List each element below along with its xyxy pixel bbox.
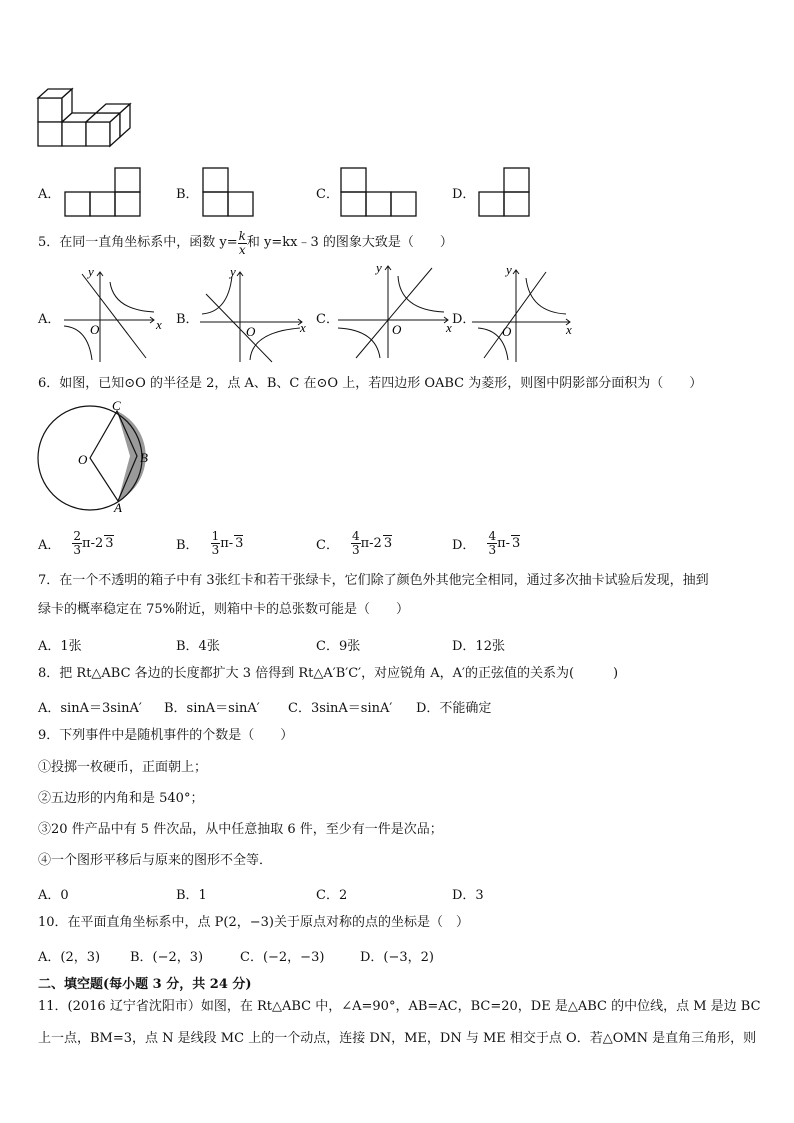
q6-option-b[interactable] [176,526,243,560]
q9-option-b[interactable]: B．1 [176,888,207,903]
q4-option-b[interactable]: B． [176,187,199,202]
q8-option-a[interactable]: A．sinA＝3sinA′ [38,701,142,716]
q6-option-d-letter: D． [452,537,476,553]
q6-option-b-mid: π- [220,535,234,551]
q5a-axis-x: x [156,317,162,332]
q5-option-d[interactable]: D． [452,312,476,327]
q4-option-a[interactable]: A． [38,187,61,202]
q7-line-2: 绿卡的概率稳定在 75%附近，则箱中卡的总张数可能是（ ） [38,602,410,617]
q6-label-c: C [112,398,121,413]
q6-option-a[interactable] [38,526,114,560]
q6-option-d-den: 3 [488,542,497,557]
q5-graph-d [470,264,580,364]
q10-option-c[interactable]: C．(−2，−3) [240,950,325,965]
q5-graph-b [198,266,308,366]
q5c-origin: O [392,322,402,337]
q6-option-a-num: 2 [73,528,82,543]
q6-option-b-den: 3 [211,542,220,557]
q5c-axis-x: x [446,320,452,335]
q4-view-c [340,166,420,218]
q5-option-b[interactable]: B． [176,312,199,327]
q6-option-a-letter: A． [38,537,61,553]
q5b-axis-y: y [230,264,236,279]
q4-view-a [64,166,144,218]
q6-option-d-frac [487,530,497,557]
q5d-axis-y: y [506,262,512,277]
q7-option-b[interactable]: B．4张 [176,639,220,654]
q6-option-b-rad: 3 [235,536,244,551]
q6-option-b-num: 1 [211,528,220,543]
q5c-axis-y: y [376,260,382,275]
q8-stem: 8．把 Rt△ABC 各边的长度都扩大 3 倍得到 Rt△A′B′C′，对应锐角 A，A′的正弦值的关系为( ) [38,666,619,681]
q5-option-c[interactable]: C． [316,312,339,327]
q6-option-a-frac [72,530,82,557]
q4-option-d[interactable]: D． [452,187,476,202]
q6-option-c-rad: 3 [383,536,393,551]
q6-option-c-num: 4 [351,528,360,543]
q9-option-a[interactable]: A．0 [38,888,69,903]
q6-option-d-num: 4 [488,528,497,543]
q9-option-d[interactable]: D．3 [452,888,484,903]
q6-option-c-den: 3 [351,542,360,557]
q5-option-a[interactable]: A． [38,312,61,327]
q6-option-a-rad: 3 [105,536,114,551]
q7-line-1: 7．在一个不透明的箱子中有 3张红卡和若干张绿卡，它们除了颜色外其他完全相同，通过多次抽卡试验后发现，抽到 [38,573,709,588]
q5-prefix: 5．在同一直角坐标系中，函数 y= [38,235,238,250]
q6-stem: 6．如图，已知⊙O 的半径是 2，点 A、B、C 在⊙O 上，若四边形 OABC 为菱形，则图中阴影部分面积为（ ） [38,376,703,391]
q9-item-2: ②五边形的内角和是 540°； [38,791,204,806]
q10-option-d[interactable]: D．(−3，2) [360,950,435,965]
q9-item-3: ③20 件产品中有 5 件次品，从中任意抽取 6 件，至少有一件是次品； [38,822,443,837]
q5-frac-den: x [238,242,246,257]
q6-label-a: A [114,500,122,515]
q5-stem [38,226,453,260]
q9-option-c[interactable]: C．2 [316,888,348,903]
q4-option-c[interactable]: C． [316,187,339,202]
q5a-origin: O [90,322,100,337]
q6-option-d[interactable] [452,526,520,560]
q5d-axis-x: x [566,322,572,337]
q4-view-d [478,166,534,218]
q6-option-d-mid: π- [497,535,511,551]
q6-option-a-mid: π-2 [82,535,104,551]
section-2-title: 二、填空题(每小题 3 分，共 24 分) [38,977,252,992]
q6-option-c[interactable] [316,526,392,560]
q6-option-c-mid: π-2 [360,535,382,551]
q6-circle-figure [30,398,160,518]
q5d-origin: O [502,324,512,339]
q7-option-d[interactable]: D．12张 [452,639,505,654]
q10-stem: 10．在平面直角坐标系中，点 P(2，−3)关于原点对称的点的坐标是（ ） [38,915,469,930]
q5-suffix: 和 y=kx﹣3 的图象大致是（ ） [246,235,453,250]
q6-option-b-letter: B． [176,537,199,553]
q9-item-4: ④一个图形平移后与原来的图形不全等． [38,853,273,868]
q6-option-a-den: 3 [73,542,82,557]
q6-option-b-frac [211,530,221,557]
q6-option-c-frac [351,530,361,557]
q8-option-b[interactable]: B．sinA＝sinA′ [164,701,260,716]
q7-option-a[interactable]: A．1张 [38,639,82,654]
q11-line-1: 11．(2016 辽宁省沈阳市）如图，在 Rt△ABC 中，∠A=90°，AB=AC，BC=20，DE 是△ABC 的中位线，点 M 是边 BC [38,999,761,1014]
q10-option-b[interactable]: B．(−2，3) [130,950,204,965]
q5-graph-a [62,266,166,366]
q5b-origin: O [246,324,256,339]
q9-stem: 9．下列事件中是随机事件的个数是（ ） [38,728,294,743]
q5a-axis-y: y [88,264,94,279]
q8-option-c[interactable]: C．3sinA＝sinA′ [288,701,393,716]
q6-label-b: B [140,450,148,465]
q4-view-b [202,166,258,218]
q7-option-c[interactable]: C．9张 [316,639,361,654]
q5-graph-c [336,260,456,360]
q5-fraction [238,230,247,257]
q6-option-c-letter: C． [316,537,339,553]
q8-option-d[interactable]: D．不能确定 [416,701,492,716]
q5b-axis-x: x [300,320,306,335]
q5-frac-num: k [238,228,246,243]
q10-option-a[interactable]: A．(2，3) [38,950,101,965]
q11-line-2: 上一点，BM=3，点 N 是线段 MC 上的一个动点，连接 DN，ME，DN 与 ME 相交于点 O．若△OMN 是直角三角形，则 [38,1031,757,1046]
cube-stack-figure [36,86,146,156]
q9-item-1: ①投掷一枚硬币，正面朝上； [38,760,208,775]
q6-label-o: O [78,452,88,467]
q6-option-d-rad: 3 [512,536,521,551]
